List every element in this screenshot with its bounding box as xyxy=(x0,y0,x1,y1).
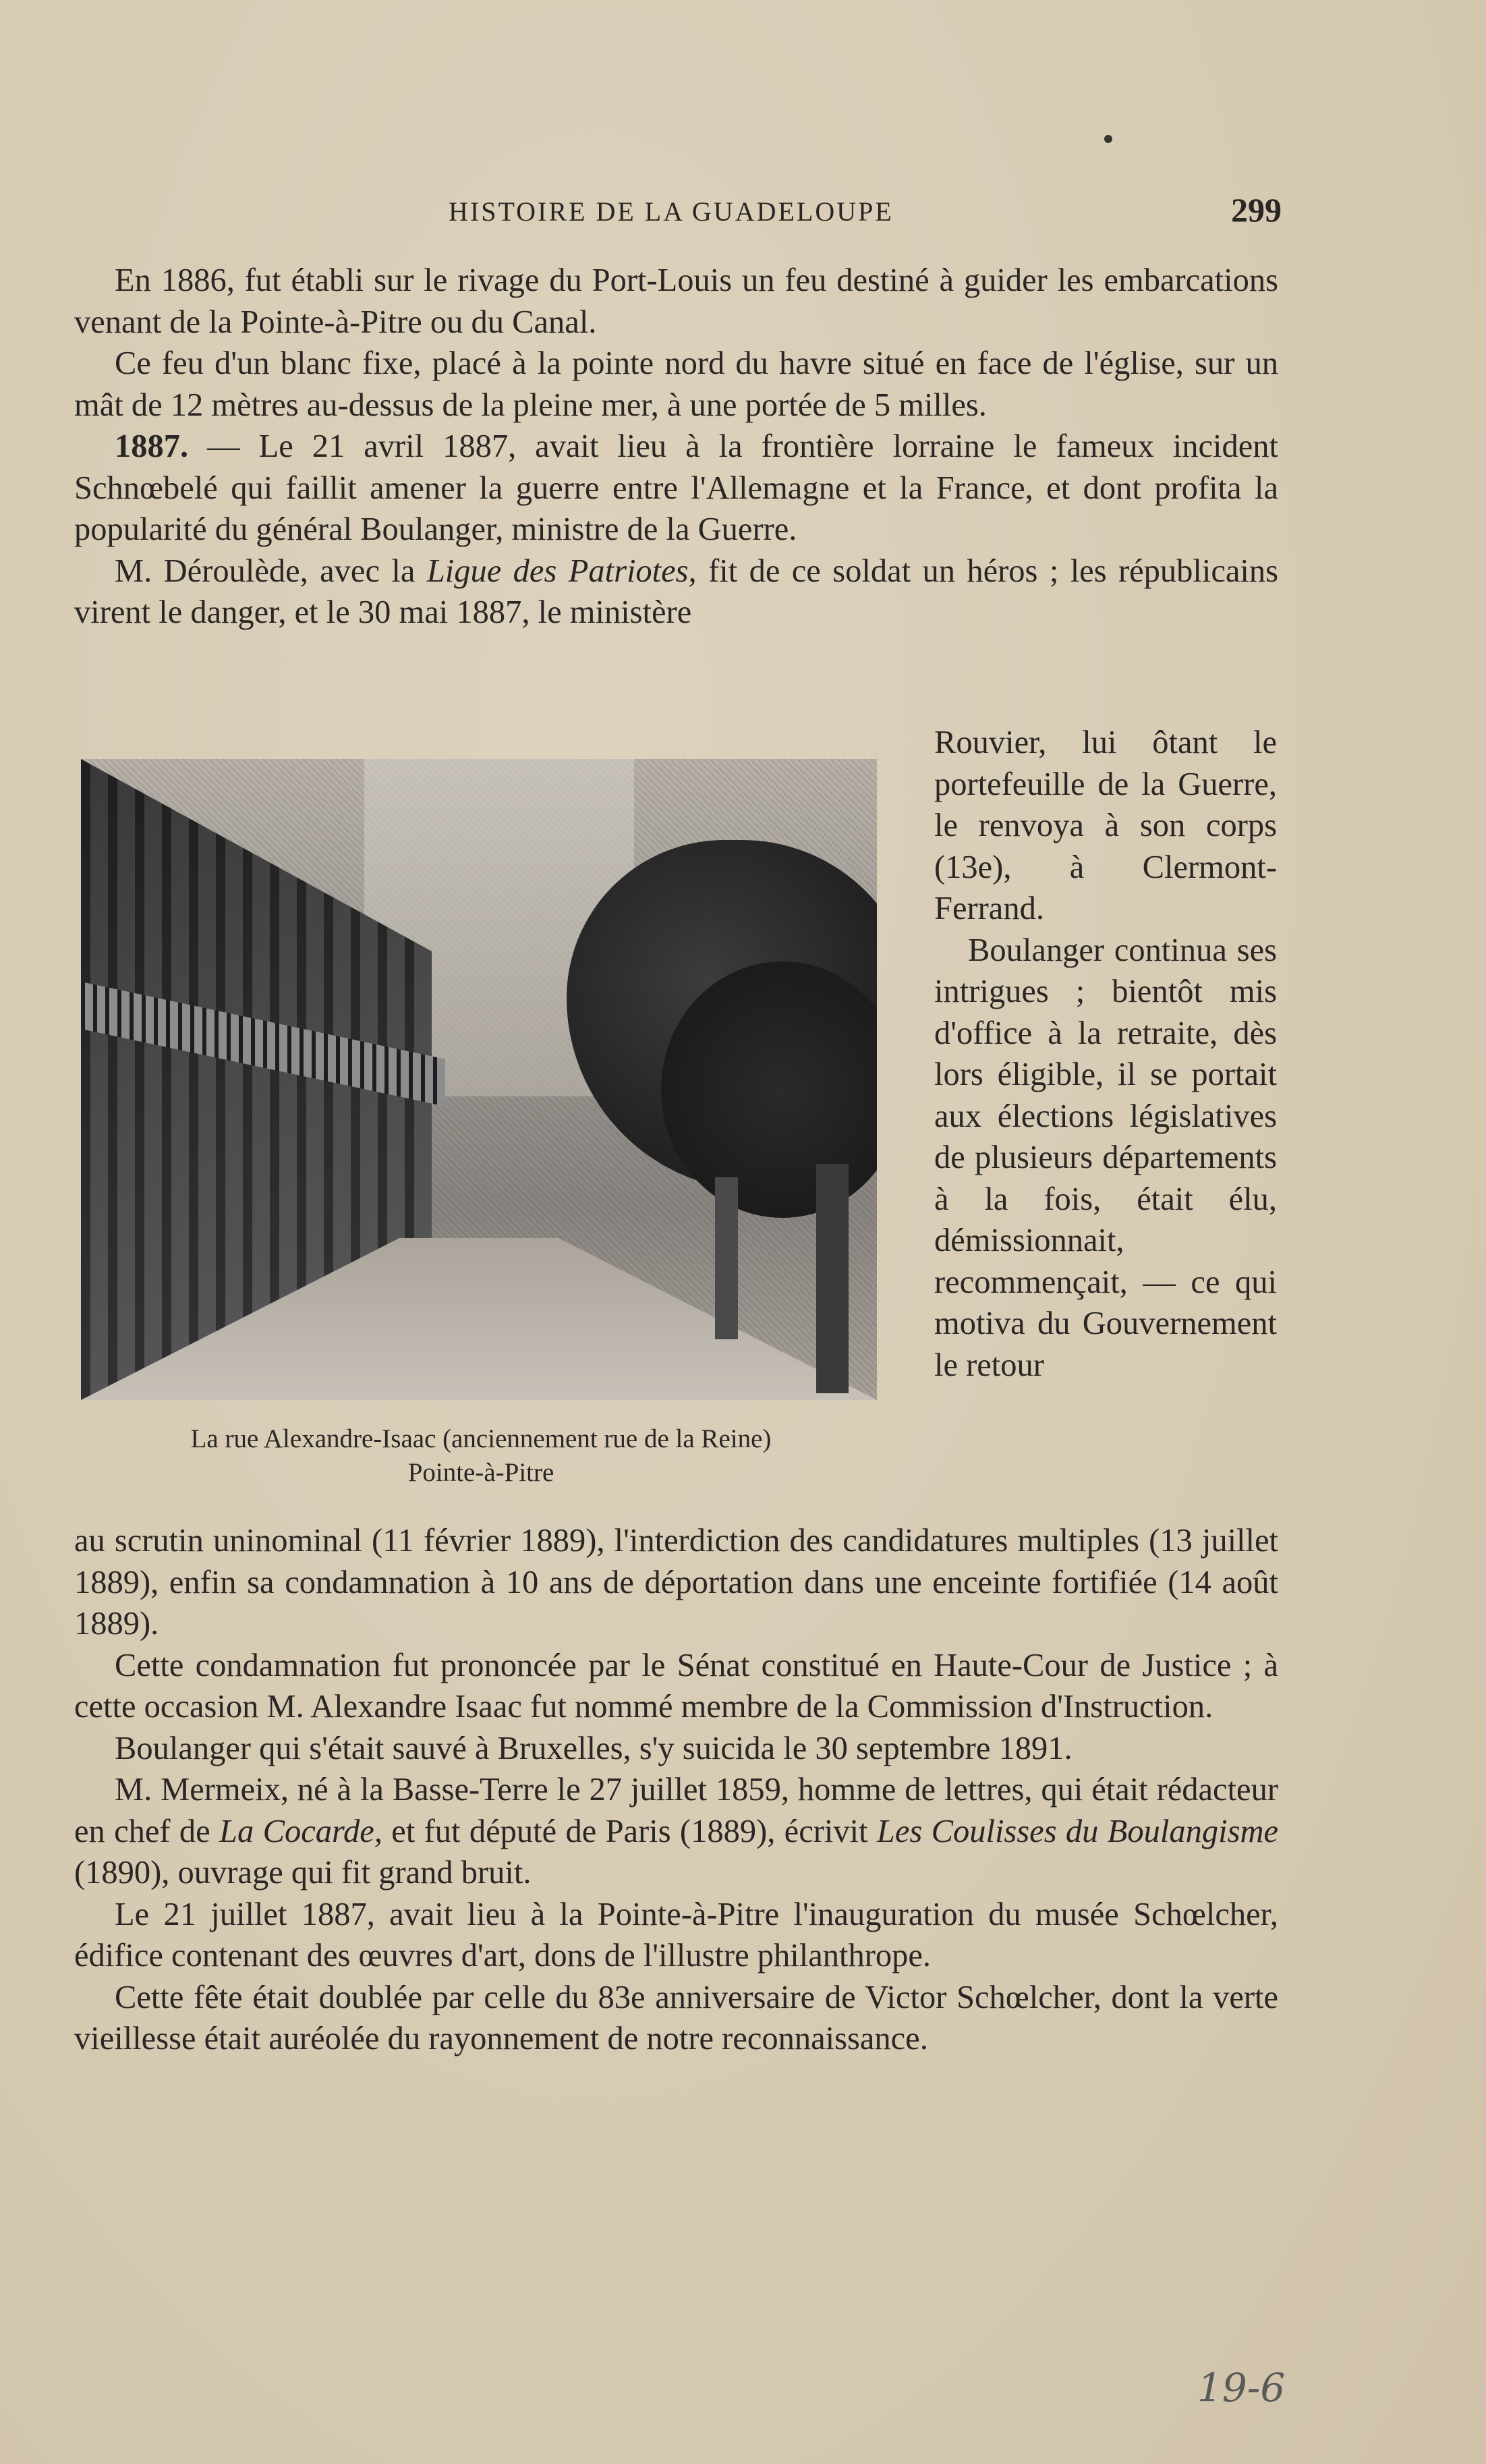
paragraph: Le 21 juillet 1887, avait lieu à la Pointe-à-Pitre l'inauguration du musée Schœlcher, édifice contenant des œuvres d'art, dons de l'illustre philanthrope. xyxy=(74,1896,1278,1973)
paragraph-text: et fut député de Paris (1889), écrivit xyxy=(382,1813,877,1849)
running-title: HISTOIRE DE LA GUADELOUPE xyxy=(449,196,894,227)
paragraph xyxy=(74,1769,1278,1894)
paragraph-text: M. Mermeix, né à la Basse-Terre le 27 juillet 1859, homme de lettres, qui était rédacteur en chef de xyxy=(74,1772,1278,1849)
text-column-beside-figure xyxy=(934,722,1277,1386)
paragraph-text: fit de ce soldat un héros ; les républicains virent le danger, et le 30 mai 1887, le ministère xyxy=(74,553,1279,630)
paragraph-text: M. Déroulède, avec la xyxy=(115,553,427,589)
ink-dot xyxy=(1104,135,1112,143)
paragraph: Boulanger continua ses intrigues ; bientôt mis d'office à la retraite, dès lors éligible, il se portait aux élections législatives de plusieurs départements à la fois, était élu, démissionnait, recommençait, — ce qui motiva du Gouvernement le retour xyxy=(934,932,1277,1383)
text-block-bottom xyxy=(74,1520,1278,2060)
paragraph: Boulanger qui s'était sauvé à Bruxelles, s'y suicida le 30 septembre 1891. xyxy=(115,1730,1073,1766)
paragraph xyxy=(74,551,1278,634)
paragraph xyxy=(74,426,1278,551)
text-block-top xyxy=(74,260,1278,634)
handwritten-mark: 19-6 xyxy=(1197,2365,1286,2411)
photo-rue-alexandre-isaac xyxy=(81,759,877,1400)
emphasis-title: Ligue des Patriotes, xyxy=(426,553,697,589)
year-heading: 1887. xyxy=(115,428,189,464)
photo-tree-trunk xyxy=(816,1164,849,1393)
paragraph: Cette fête était doublée par celle du 83e anniversaire de Victor Schœlcher, dont la verte vieillesse était auréolée du rayonnement de notre reconnaissance. xyxy=(74,1979,1278,2056)
paragraph: Ce feu d'un blanc fixe, placé à la pointe nord du havre situé en face de l'église, sur un mât de 12 mètres au-dessus de la pleine mer, à une portée de 5 milles. xyxy=(74,345,1278,423)
caption-line: La rue Alexandre-Isaac (anciennement rue de la Reine) xyxy=(190,1424,772,1453)
paragraph-text: (1890), ouvrage qui fit grand bruit. xyxy=(74,1855,532,1891)
paragraph: Rouvier, lui ôtant le portefeuille de la Guerre, le renvoya à son corps (13e), à Clermont-Ferrand. xyxy=(934,725,1277,926)
paragraph-text: — Le 21 avril 1887, avait lieu à la frontière lorraine le fameux incident Schnœbelé qui faillit amener la guerre entre l'Allemagne et la France, et dont profita la popularité du général Boulanger, ministre de la Guerre. xyxy=(74,428,1278,547)
emphasis-title: La Cocarde, xyxy=(219,1813,382,1849)
paragraph: En 1886, fut établi sur le rivage du Port-Louis un feu destiné à guider les embarcations venant de la Pointe-à-Pitre ou du Canal. xyxy=(74,262,1278,340)
page-number: 299 xyxy=(1231,191,1282,229)
page-header xyxy=(74,191,1282,243)
paragraph: Cette condamnation fut prononcée par le Sénat constitué en Haute-Cour de Justice ; à cette occasion M. Alexandre Isaac fut nommé membre de la Commission d'Instruction. xyxy=(74,1647,1278,1725)
photo-tree-trunk xyxy=(715,1177,738,1339)
emphasis-title: Les Coulisses du Boulangisme xyxy=(876,1813,1278,1849)
paragraph: au scrutin uninominal (11 février 1889), l'interdiction des candidatures multiples (13 juillet 1889), enfin sa condamnation à 10 ans de déportation dans une enceinte fortifiée (14 août 1889). xyxy=(74,1523,1278,1642)
caption-line: Pointe-à-Pitre xyxy=(407,1458,554,1487)
figure-caption xyxy=(73,1422,889,1490)
